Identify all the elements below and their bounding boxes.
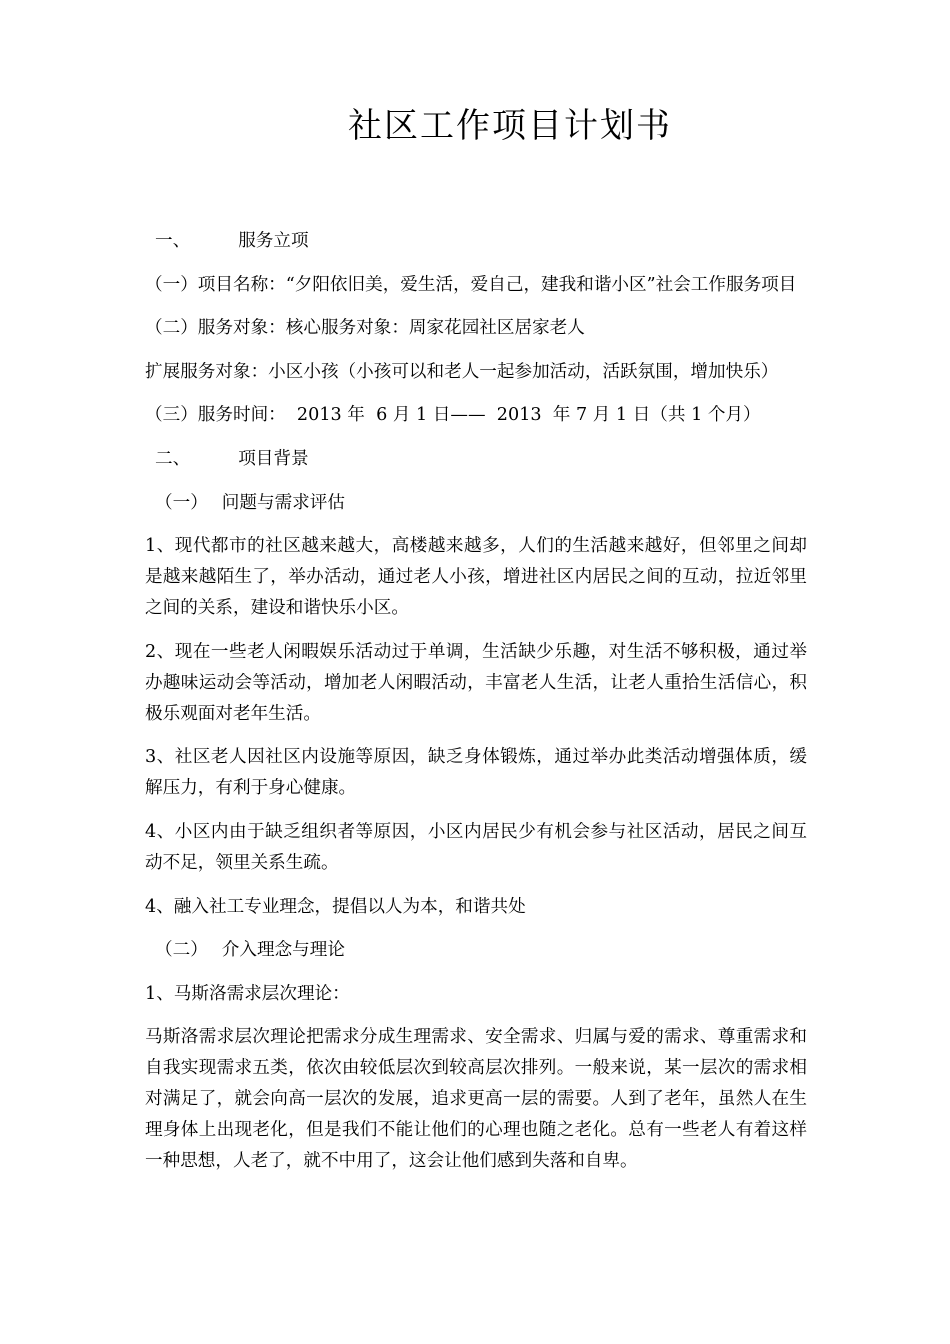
subsection-number: （二） (155, 940, 208, 961)
theory-paragraph: 马斯洛需求层次理论把需求分成生理需求、安全需求、归属与爱的需求、尊重需求和自我实现需求五类，依次由较低层次到较高层次排列。一般来说，某一层次的需求相对满足了，就会向高一层次的发展，追求更高一层的需要。人到了老年，虽然人在生理身体上出现老化，但是我们不能让他们的心理也随之老化。总有一些老人有着这样一种思想，人老了，就不中用了，这会让他们感到失落和自卑。 (145, 1027, 807, 1172)
need-item-5: 4、融入社工专业理念，提倡以人为本，和谐共处 (145, 896, 526, 917)
section-heading-1 (145, 226, 807, 257)
need-item-2: 2、现在一些老人闲暇娱乐活动过于单调，生活缺少乐趣，对生活不够积极，通过举办趣味运动会等活动，增加老人闲暇活动，丰富老人生活，让老人重拾生活信心，积极乐观面对老年生活。 (145, 641, 807, 724)
section-heading-2 (145, 444, 807, 475)
need-item-3: 3、社区老人因社区内设施等原因，缺乏身体锻炼，通过举办此类活动增强体质，缓解压力，有利于身心健康。 (145, 747, 807, 799)
subsection-number: （一） (155, 492, 208, 513)
service-time-paragraph: （三）服务时间： 2013 年 6 月 1 日—— 2013 年 7 月 1 日（共 1 个月） (145, 405, 761, 426)
project-name-paragraph: （一）项目名称：“夕阳依旧美，爱生活，爱自己，建我和谐小区”社会工作服务项目 (145, 274, 797, 295)
extended-target-paragraph: 扩展服务对象：小区小孩（小孩可以和老人一起参加活动，活跃氛围，增加快乐） (145, 361, 779, 382)
service-target-paragraph: （二）服务对象：核心服务对象：周家花园社区居家老人 (145, 318, 585, 339)
subsection-title: 介入理念与理论 (221, 940, 345, 961)
need-item-4: 4、小区内由于缺乏组织者等原因，小区内居民少有机会参与社区活动，居民之间互动不足，领里关系生疏。 (145, 821, 807, 873)
document-body (145, 226, 807, 1190)
subsection-heading-2 (145, 935, 807, 966)
need-item-1: 1、现代都市的社区越来越大，高楼越来越多，人们的生活越来越好，但邻里之间却是越来越陌生了，举办活动，通过老人小孩，增进社区内居民之间的互动，拉近邻里之间的关系，建设和谐快乐小区。 (145, 536, 807, 619)
subsection-title: 问题与需求评估 (221, 492, 345, 513)
section-title: 服务立项 (238, 231, 309, 251)
subsection-heading-1 (145, 488, 807, 519)
document-title: 社区工作项目计划书 (348, 106, 672, 146)
theory-heading: 1、马斯洛需求层次理论： (145, 983, 350, 1004)
section-number: 一、 (155, 231, 191, 251)
section-number: 二、 (155, 448, 191, 469)
section-title: 项目背景 (238, 448, 309, 469)
